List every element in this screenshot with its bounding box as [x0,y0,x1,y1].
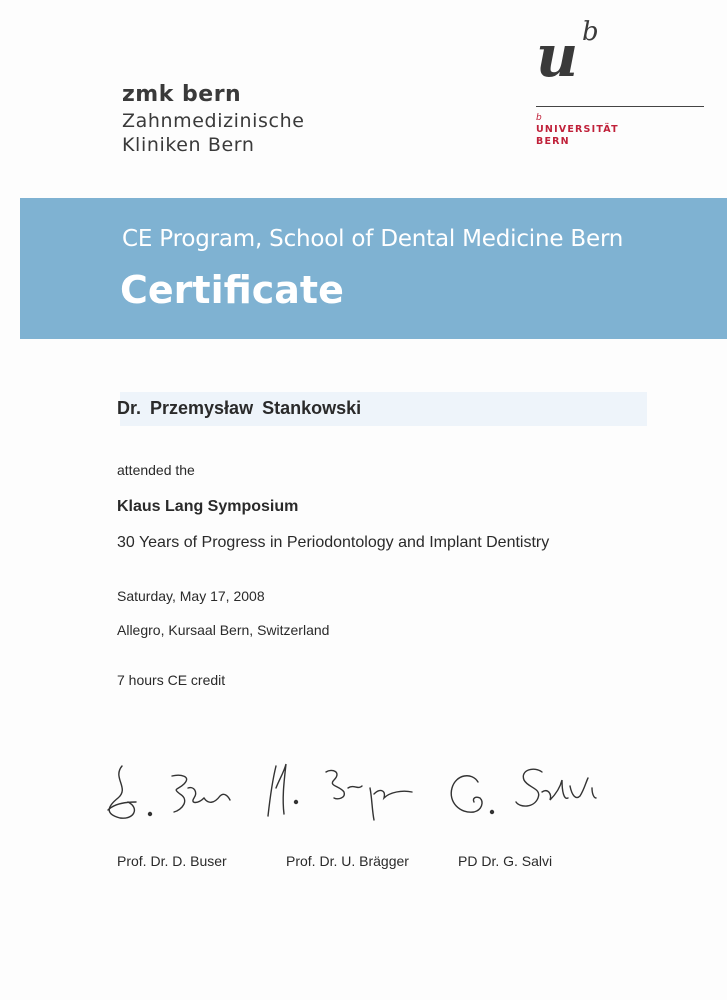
certificate-title: Certificate [120,268,344,312]
event-subtitle: 30 Years of Progress in Periodontology and Implant Dentistry [117,534,550,551]
certificate-banner [20,198,727,339]
event-title: Klaus Lang Symposium [117,498,299,515]
logo-superscript-b: b [582,17,599,47]
signature-salvi [446,758,606,828]
signature-braegger [262,758,432,828]
university-small-b: b [536,113,542,123]
recipient-name: Dr. Przemysław Stankowski [117,398,362,418]
ce-credit: 7 hours CE credit [117,672,226,688]
logo-letter-u: u [536,22,579,90]
university-logo [534,14,624,94]
signature-buser [100,758,250,828]
signatory-name-salvi: PD Dr. G. Salvi [458,853,553,869]
logo-divider [536,106,704,107]
institution-short-name: zmk bern [122,82,242,107]
program-title: CE Program, School of Dental Medicine Bern [122,226,624,252]
university-name-block [536,112,619,148]
institution-line-2: Kliniken Bern [122,134,255,156]
institution-line-1: Zahnmedizinische [122,110,305,132]
university-line-2: BERN [536,136,570,147]
signatory-name-buser: Prof. Dr. D. Buser [117,853,227,869]
attended-text: attended the [117,462,195,478]
institution-block [122,81,305,157]
event-location: Allegro, Kursaal Bern, Switzerland [117,622,330,638]
event-date: Saturday, May 17, 2008 [117,588,265,604]
signatory-name-braegger: Prof. Dr. U. Brägger [286,853,409,869]
university-line-1: UNIVERSITÄT [536,124,619,135]
